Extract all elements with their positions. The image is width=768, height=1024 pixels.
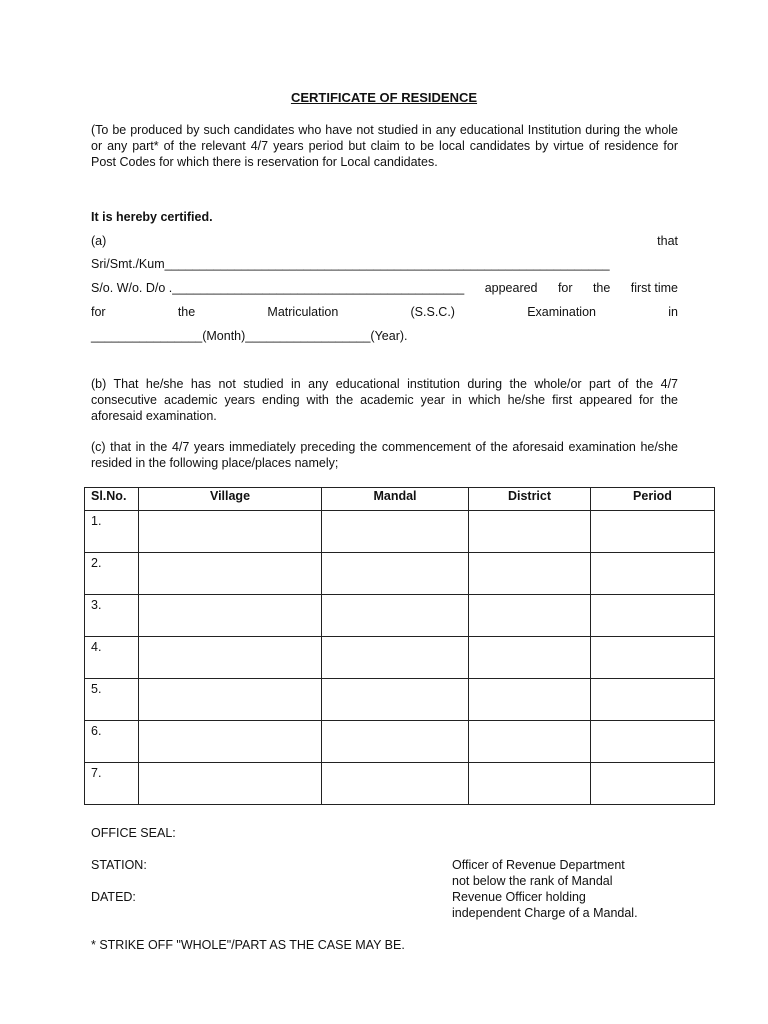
village-cell bbox=[139, 763, 322, 805]
period-cell bbox=[591, 763, 715, 805]
header-slno: Sl.No. bbox=[85, 488, 139, 511]
table-row bbox=[85, 637, 715, 679]
places-table bbox=[84, 487, 715, 805]
table-header-row bbox=[85, 488, 715, 511]
village-cell bbox=[139, 721, 322, 763]
name-line: Sri/Smt./Kum________________________________________________________________ bbox=[91, 257, 610, 271]
officer-line: Revenue Officer holding bbox=[452, 890, 586, 904]
period-cell bbox=[591, 553, 715, 595]
district-cell bbox=[469, 637, 591, 679]
exam-word: for bbox=[91, 305, 106, 319]
row-number: 7. bbox=[85, 763, 139, 805]
period-cell bbox=[591, 679, 715, 721]
mandal-cell bbox=[322, 511, 469, 553]
intro-paragraph: (To be produced by such candidates who have not studied in any educational Institution during the whole or any part* of the relevant 4/7 years period but claim to be local candidates by virtue of residence for Post Codes for which there is reservation for Local candidates. bbox=[91, 123, 678, 169]
exam-word: Matriculation bbox=[267, 305, 339, 319]
table-row bbox=[85, 763, 715, 805]
clause-c-paragraph: (c) that in the 4/7 years immediately preceding the commencement of the aforesaid examination he/she resided in the following place/places namely; bbox=[91, 440, 678, 470]
certified-heading: It is hereby certified. bbox=[91, 210, 213, 224]
office-seal-label: OFFICE SEAL: bbox=[91, 826, 176, 840]
month-year-line: ________________(Month)__________________(Year). bbox=[91, 329, 408, 343]
exam-word: (S.S.C.) bbox=[410, 305, 455, 319]
officer-line: not below the rank of Mandal bbox=[452, 874, 613, 888]
relation-line: S/o. W/o. D/o .__________________________________________ bbox=[91, 281, 465, 295]
district-cell bbox=[469, 679, 591, 721]
mandal-cell bbox=[322, 595, 469, 637]
the-word: the bbox=[592, 281, 611, 295]
relation-row bbox=[91, 280, 678, 296]
header-district: District bbox=[469, 488, 591, 511]
village-cell bbox=[139, 637, 322, 679]
footnote: * STRIKE OFF "WHOLE"/PART AS THE CASE MAY BE. bbox=[91, 938, 405, 952]
mandal-cell bbox=[322, 721, 469, 763]
mandal-cell bbox=[322, 553, 469, 595]
mandal-cell bbox=[322, 637, 469, 679]
clause-a-that: that bbox=[657, 234, 678, 248]
officer-line: independent Charge of a Mandal. bbox=[452, 906, 638, 920]
row-number: 6. bbox=[85, 721, 139, 763]
table-row bbox=[85, 511, 715, 553]
row-number: 4. bbox=[85, 637, 139, 679]
period-cell bbox=[591, 721, 715, 763]
clause-a-label-row bbox=[91, 233, 678, 249]
for-word: for bbox=[557, 281, 573, 295]
mandal-cell bbox=[322, 763, 469, 805]
exam-word: the bbox=[177, 305, 196, 319]
period-cell bbox=[591, 511, 715, 553]
table-row bbox=[85, 721, 715, 763]
row-number: 1. bbox=[85, 511, 139, 553]
row-number: 5. bbox=[85, 679, 139, 721]
mandal-cell bbox=[322, 679, 469, 721]
header-period: Period bbox=[591, 488, 715, 511]
first-time-word: first time bbox=[630, 281, 678, 295]
row-number: 3. bbox=[85, 595, 139, 637]
table-row bbox=[85, 553, 715, 595]
table-row bbox=[85, 595, 715, 637]
station-label: STATION: bbox=[91, 858, 147, 872]
officer-line: Officer of Revenue Department bbox=[452, 858, 625, 872]
clause-a-label: (a) bbox=[91, 234, 107, 248]
period-cell bbox=[591, 595, 715, 637]
clause-b-paragraph: (b) That he/she has not studied in any educational institution during the whole/or part of the 4/7 consecutive academic years ending with the academic year in which he/she first appeared for the aforesaid examination. bbox=[91, 377, 678, 423]
village-cell bbox=[139, 595, 322, 637]
period-cell bbox=[591, 637, 715, 679]
district-cell bbox=[469, 721, 591, 763]
exam-word: Examination bbox=[527, 305, 596, 319]
appeared-word: appeared bbox=[484, 281, 538, 295]
exam-row bbox=[91, 304, 678, 320]
header-village: Village bbox=[139, 488, 322, 511]
header-mandal: Mandal bbox=[322, 488, 469, 511]
district-cell bbox=[469, 553, 591, 595]
village-cell bbox=[139, 679, 322, 721]
district-cell bbox=[469, 595, 591, 637]
page-title: CERTIFICATE OF RESIDENCE bbox=[290, 90, 478, 105]
district-cell bbox=[469, 763, 591, 805]
officer-signature-block bbox=[452, 857, 692, 921]
dated-label: DATED: bbox=[91, 890, 136, 904]
row-number: 2. bbox=[85, 553, 139, 595]
village-cell bbox=[139, 511, 322, 553]
exam-word: in bbox=[668, 305, 678, 319]
table-row bbox=[85, 679, 715, 721]
district-cell bbox=[469, 511, 591, 553]
village-cell bbox=[139, 553, 322, 595]
